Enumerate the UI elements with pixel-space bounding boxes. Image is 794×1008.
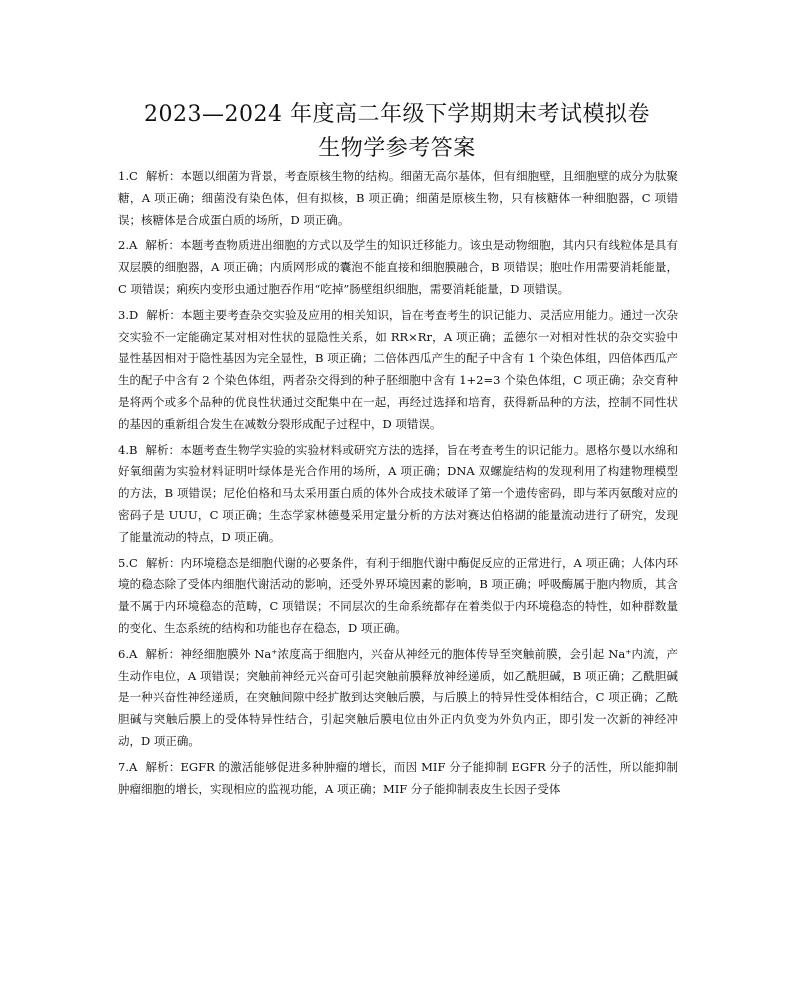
answer-number: 5.C [118, 555, 138, 570]
answer-item-2 [118, 235, 678, 300]
answer-item-7 [118, 757, 678, 801]
answer-item-3 [118, 305, 678, 436]
answer-explanation: 解析：本题考查生物学实验的实验材料或研究方法的选择，旨在考查考生的识记能力。恩格尔曼以水绵和好氧细菌为实验材料证明叶绿体是光合作用的场所，A 项正确；DNA 双螺旋结构的发现利用了构建物理模型的方法，B 项错误；尼伦伯格和马太采用蛋白质的体外合成技术破译了第一个遗传密码，即与苯丙氨酸对应的密码子是 UUU，C 项正确；生态学家林德曼采用定量分析的方法对赛达伯格湖的能量流动进行了研究，发现了能量流动的特点，D 项正确。 [118, 442, 678, 544]
answer-number: 6.A [118, 646, 138, 661]
answer-list [118, 166, 678, 804]
document-subtitle: 生物学参考答案 [318, 136, 476, 161]
answer-item-5 [118, 553, 678, 640]
answer-explanation: 解析：神经细胞膜外 Na⁺浓度高于细胞内，兴奋从神经元的胞体传导至突触前膜，会引起 Na⁺内流，产生动作电位，A 项错误；突触前神经元兴奋可引起突触前膜释放神经递质，如乙酰胆碱，B 项正确；乙酰胆碱是一种兴奋性神经递质，在突触间隙中经扩散到达突触后膜，与后膜上的特异性受体相结合，C 项正确；乙酰胆碱与突触后膜上的受体特异性结合，引起突触后膜电位由外正内负变为外负内正，即引发一次新的神经冲动，D 项正确。 [118, 646, 678, 748]
answer-explanation: 解析：EGFR 的激活能够促进多种肿瘤的增长，而因 MIF 分子能抑制 EGFR 分子的活性，所以能抑制肿瘤细胞的增长，实现相应的监视功能，A 项正确；MIF 分子能抑制表皮生长因子受体 [118, 759, 678, 796]
answer-explanation: 解析：本题以细菌为背景，考查原核生物的结构。细菌无高尔基体，但有细胞壁，且细胞壁的成分为肽聚糖，A 项正确；细菌没有染色体，但有拟核，B 项正确；细菌是原核生物，只有核糖体一种细胞器，C 项错误；核糖体是合成蛋白质的场所，D 项正确。 [118, 169, 678, 227]
answer-explanation: 解析：内环境稳态是细胞代谢的必要条件，有利于细胞代谢中酶促反应的正常进行，A 项正确；人体内环境的稳态除了受体内细胞代谢活动的影响，还受外界环境因素的影响，B 项正确；呼吸酶属于胞内物质，其含量不属于内环境稳态的范畴，C 项错误；不同层次的生命系统都存在着类似于内环境稳态的特性，如种群数量的变化、生态系统的结构和功能也存在稳态，D 项正确。 [118, 555, 678, 635]
answer-item-4 [118, 440, 678, 549]
answer-item-1 [118, 166, 678, 231]
answer-explanation: 解析：本题主要考查杂交实验及应用的相关知识，旨在考查考生的识记能力、灵活应用能力。通过一次杂交实验不一定能确定某对相对性状的显隐性关系，如 RR×Rr，A 项正确；孟德尔一对相对性状的杂交实验中显性基因相对于隐性基因为完全显性，B 项正确；二倍体西瓜产生的配子中含有 1 个染色体组，四倍体西瓜产生的配子中含有 2 个染色体组，两者杂交得到的种子胚细胞中含有 1+2=3 个染色体组，C 项正确；杂交育种是将两个或多个品种的优良性状通过交配集中在一起，再经过选择和培育，获得新品种的方法，控制不同性状的基因的重新组合发生在减数分裂形成配子过程中，D 项错误。 [118, 307, 678, 431]
answer-number: 4.B [118, 442, 138, 457]
document-title: 2023—2024 年度高二年级下学期期末考试模拟卷 [144, 102, 650, 127]
answer-explanation: 解析：本题考查物质进出细胞的方式以及学生的知识迁移能力。该虫是动物细胞，其内只有线粒体是具有双层膜的细胞器，A 项正确；内质网形成的囊泡不能直接和细胞膜融合，B 项错误；胞吐作用需要消耗能量，C 项错误；痢疾内变形虫通过胞吞作用“吃掉”肠壁组织细胞，需要消耗能量，D 项错误。 [118, 238, 678, 296]
answer-number: 3.D [118, 307, 139, 322]
answer-item-6 [118, 644, 678, 753]
answer-number: 7.A [118, 759, 138, 774]
answer-number: 1.C [118, 169, 138, 183]
answer-number: 2.A [118, 238, 138, 253]
